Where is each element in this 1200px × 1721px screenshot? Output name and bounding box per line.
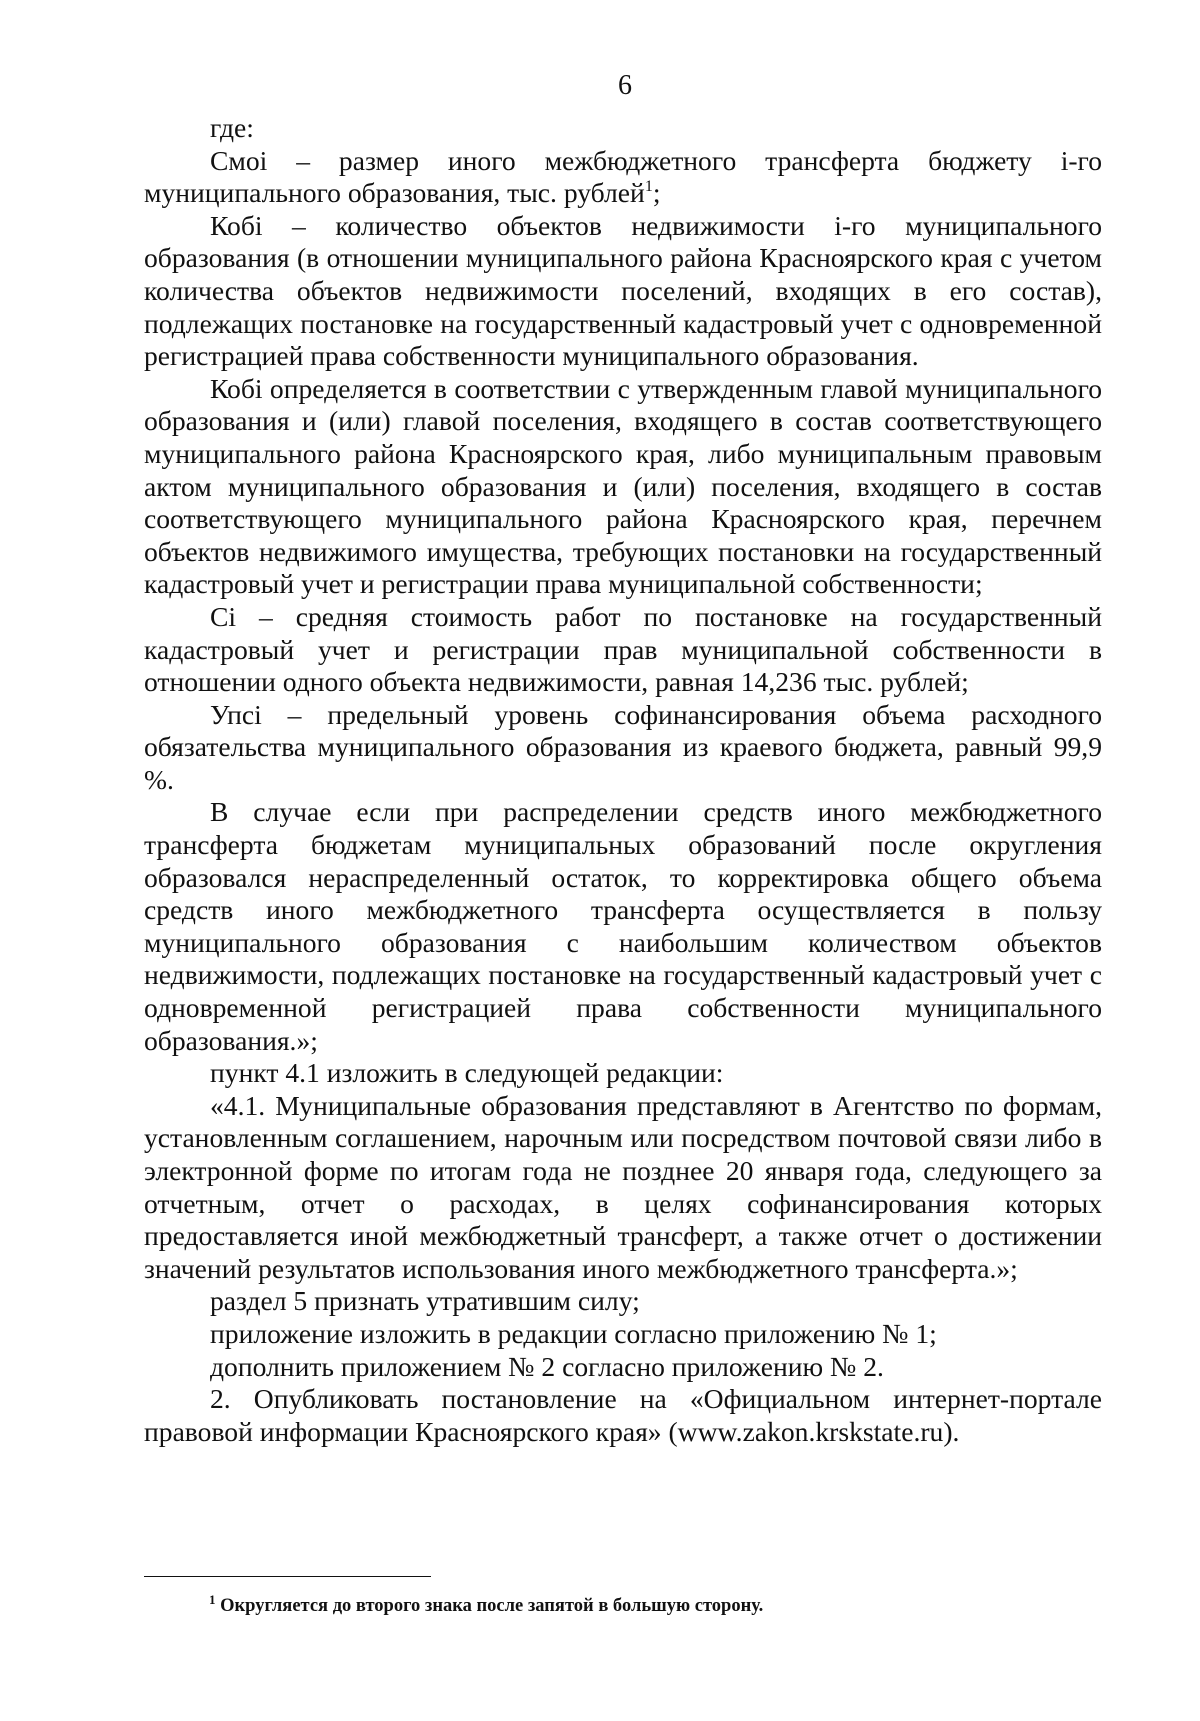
footnote-reference: 1: [644, 178, 653, 196]
paragraph-ci-definition: Сi – средняя стоимость работ по постановке на государственный кадастровый учет и регистрации прав муниципальной собственности в отношении одного объекта недвижимости, равная 14,236 тыс. рублей;: [144, 600, 1102, 698]
footnote-separator: [144, 1576, 431, 1577]
paragraph-where: где:: [210, 112, 254, 143]
paragraph-amend-clause-4-1: пункт 4.1 изложить в следующей редакции:: [210, 1057, 724, 1089]
paragraph-section-5-repeal: раздел 5 признать утратившим силу;: [210, 1285, 640, 1317]
footnote: [209, 1594, 1109, 1618]
footnote-mark: 1: [209, 1592, 216, 1607]
paragraph-clause-4-1-text: «4.1. Муниципальные образования представляют в Агентство по формам, установленным соглашением, нарочным или посредством почтовой связи либо в электронной форме по итогам года не позднее 20 января года, следующего за отчетным, отчет о расходах, в целях софинансирования которых предоставляется иной межбюджетный трансферт, а также отчет о достижении значений результатов использования иного межбюджетного трансферта.»;: [144, 1089, 1102, 1284]
paragraph-smoi-definition: [144, 145, 1102, 210]
paragraph-publication: 2. Опубликовать постановление на «Официальном интернет-портале правовой информации Красноярского края» (www.zakon.krskstate.ru).: [144, 1383, 1102, 1447]
paragraph-kobi-definition: Кобi – количество объектов недвижимости i-го муниципального образования (в отношении муниципального района Красноярского края с учетом количества объектов недвижимости поселений, входящих в его состав), подлежащих постановке на государственный кадастровый учет с одновременной регистрацией права собственности муниципального образования.: [144, 209, 1102, 372]
paragraph-appendix-2: дополнить приложением № 2 согласно приложению № 2.: [210, 1350, 884, 1382]
paragraph-appendix-1: приложение изложить в редакции согласно приложению № 1;: [210, 1317, 937, 1349]
paragraph-remainder-rule: В случае если при распределении средств иного межбюджетного трансферта бюджетам муниципальных образований после округления образовался нераспределенный остаток, то корректировка общего объема средств иного межбюджетного трансферта осуществляется в пользу муниципального образования с наибольшим количеством объектов недвижимости, подлежащих постановке на государственный кадастровый учет с одновременной регистрацией права собственности муниципального образования.»;: [144, 796, 1102, 1056]
paragraph-upsi-definition: Упсi – предельный уровень софинансирования объема расходного обязательства муниципального образования из краевого бюджета, равный 99,9 %.: [144, 698, 1102, 795]
footnote-text: Округляется до второго знака после запятой в большую сторону.: [215, 1596, 764, 1616]
document-body: [144, 112, 1102, 1448]
page-number: 6: [618, 70, 632, 101]
paragraph-kobi-determination: Кобi определяется в соответствии с утвержденным главой муниципального образования и (или) главой поселения, входящего в состав соответствующего муниципального района Красноярского края, либо муниципальным правовым актом муниципального образования и (или) поселения, входящего в состав соответствующего муниципального района Красноярского края, перечнем объектов недвижимого имущества, требующих постановки на государственный кадастровый учет и регистрации права муниципальной собственности;: [144, 372, 1102, 600]
paragraph-text: Смоi – размер иного межбюджетного трансферта бюджету i-го муниципального образования, тыс. рублей: [144, 144, 1102, 209]
paragraph-text-tail: ;: [652, 177, 661, 209]
